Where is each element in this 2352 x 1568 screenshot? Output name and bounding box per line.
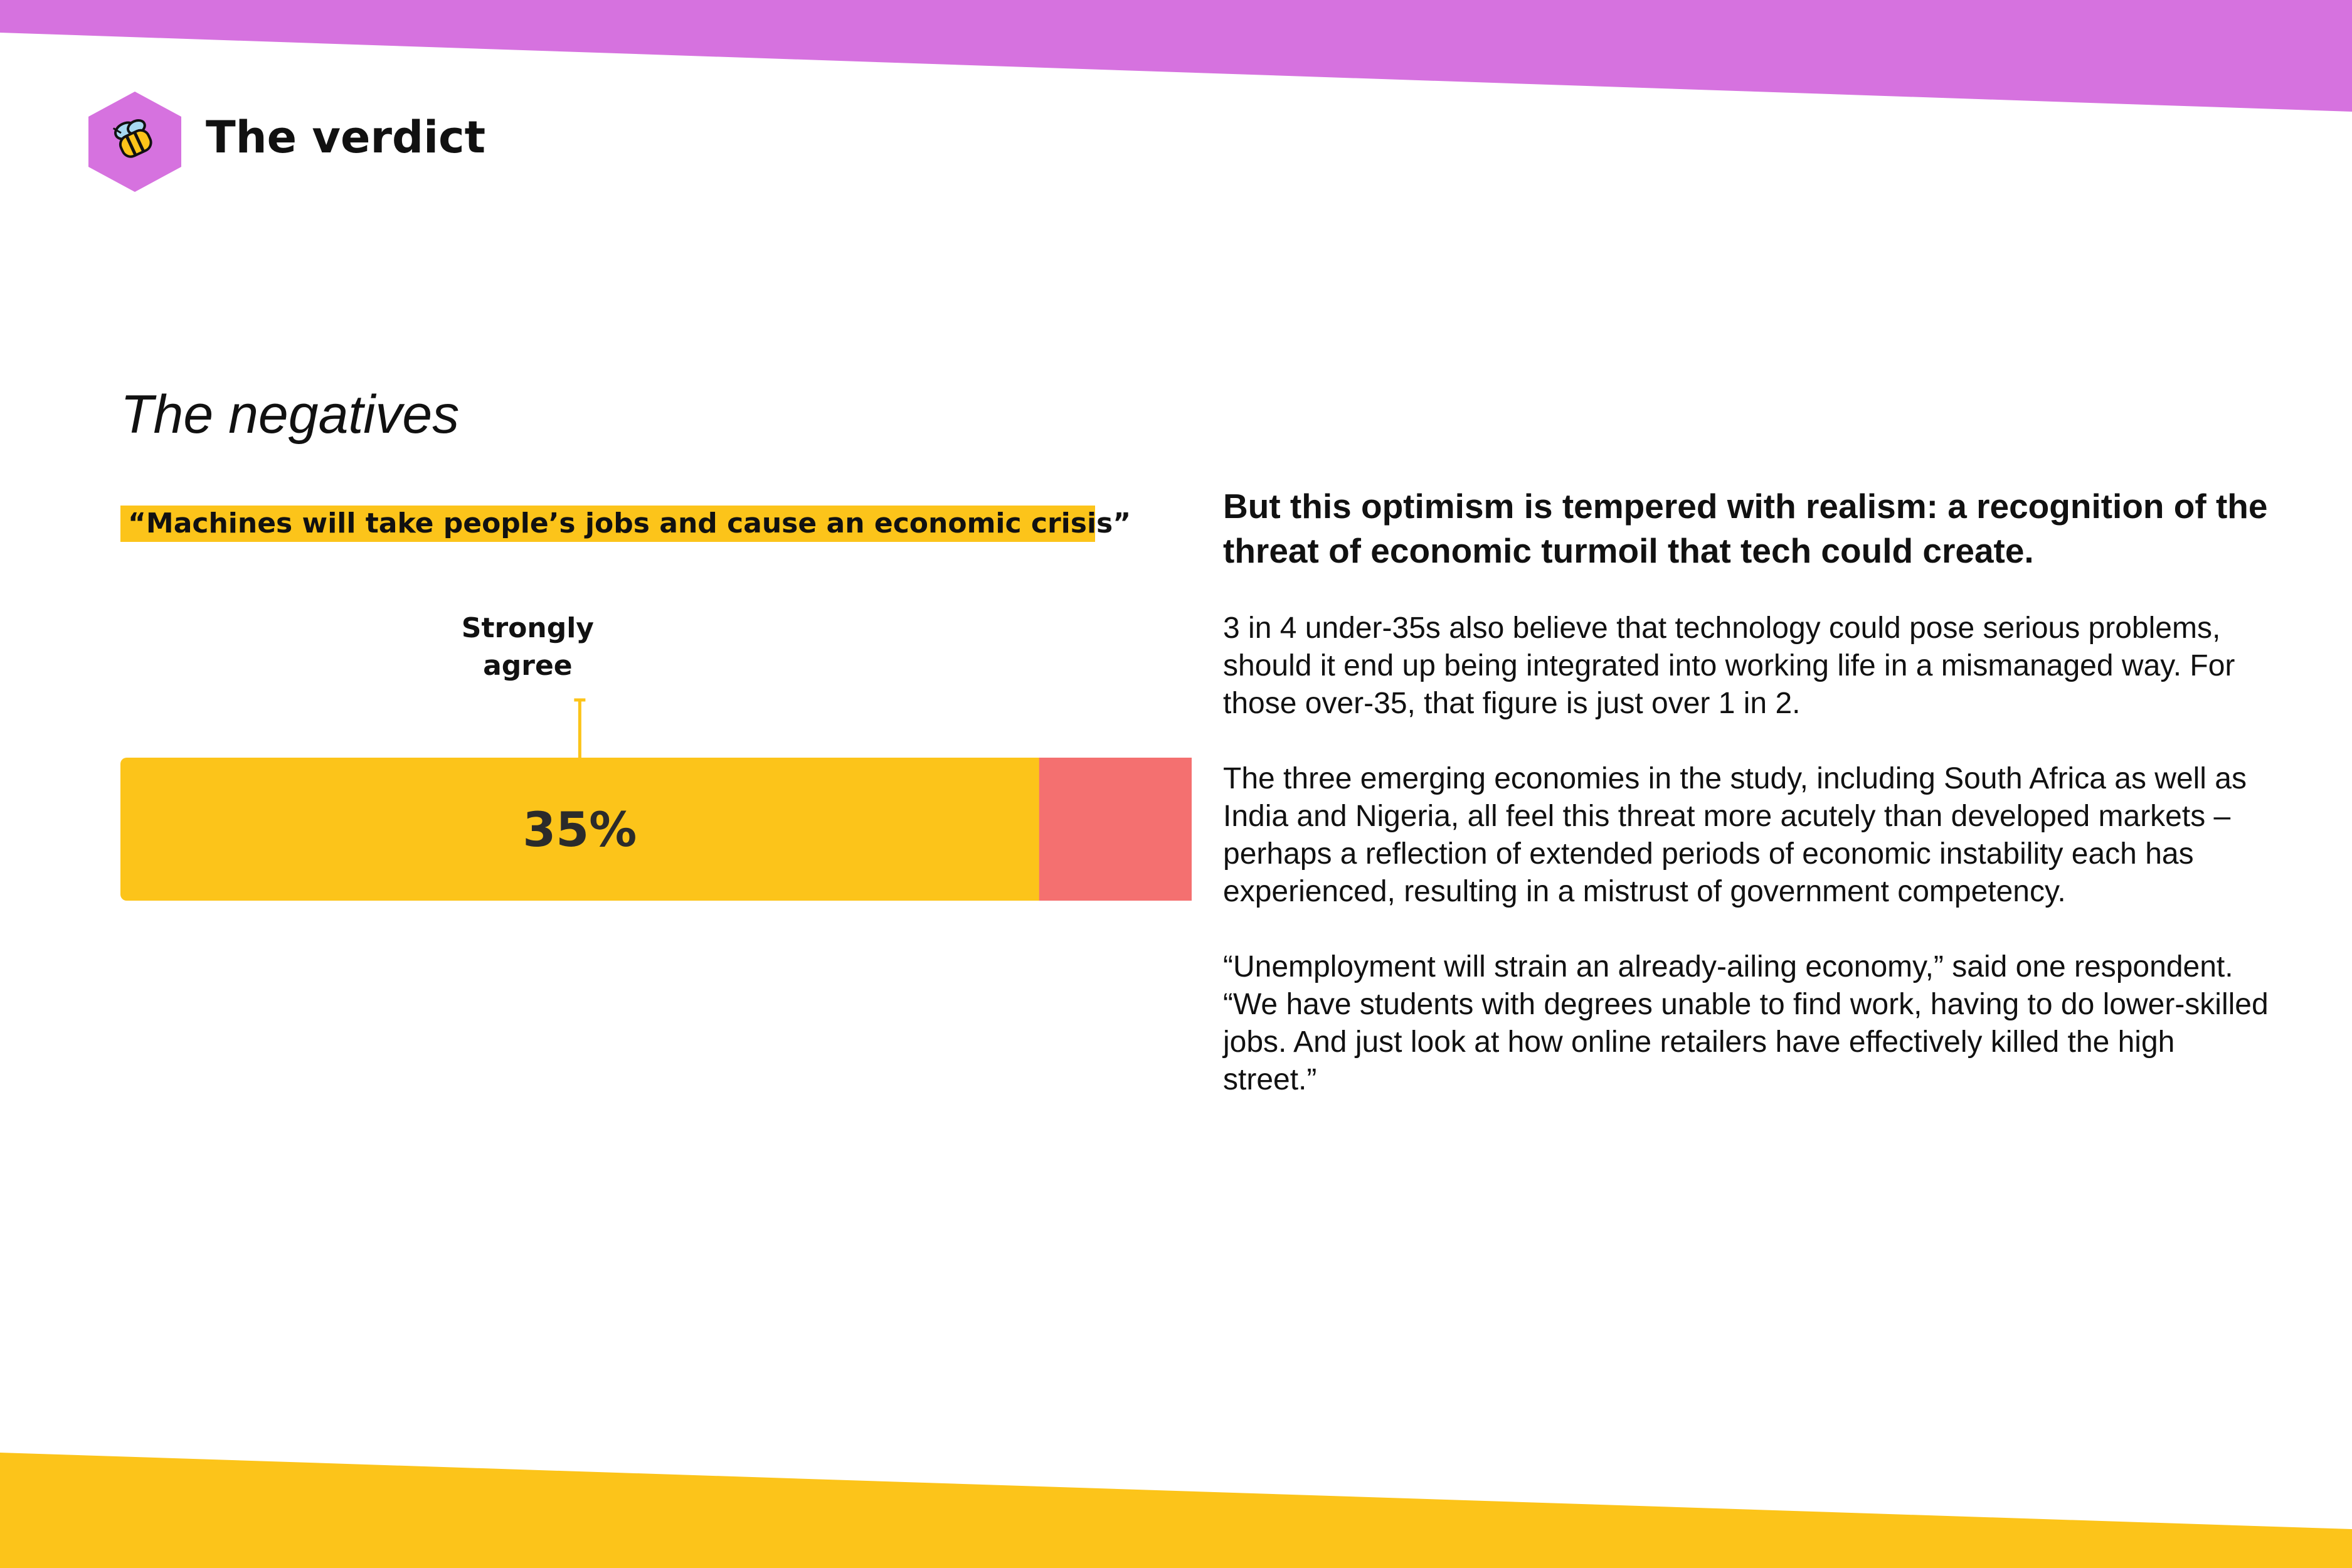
value-label: 35% [522, 802, 637, 857]
body-paragraph-3: “Unemployment will strain an already-ailing economy,” said one respondent. “We have students with degrees unable to find work, having to do lower-skilled jobs. And just look at how online retailers have effectively killed the high street.” [1223, 950, 2269, 1096]
section-title: The negatives [120, 384, 460, 445]
body-paragraph-1: 3 in 4 under-35s also believe that technology could pose serious problems, should it end up being integrated into working life in a mismanaged way. For those over-35, that figure is just over 1 in 2. [1223, 612, 2235, 720]
header-title: The verdict [206, 112, 486, 163]
leader-line [574, 700, 585, 758]
category-label: Strongly agree [461, 612, 594, 682]
lede-paragraph: But this optimism is tempered with realism: a recognition of the threat of economic turmoil that tech could create. [1223, 487, 2268, 570]
stacked-bar-chart [0, 0, 1192, 1129]
bar-segment [1039, 758, 1192, 901]
bottom-yellow-band [0, 1453, 2352, 1568]
bar-group [120, 758, 1192, 901]
body-paragraph-2: The three emerging economies in the study, including South Africa as well as India and Nigeria, all feel this threat more acutely than developed markets – perhaps a reflection of extended periods of economic instability each has experienced, resulting in a mistrust of government competency. [1223, 762, 2247, 908]
chart-title: “Machines will take people’s jobs and cause an economic crisis” [120, 506, 1095, 542]
